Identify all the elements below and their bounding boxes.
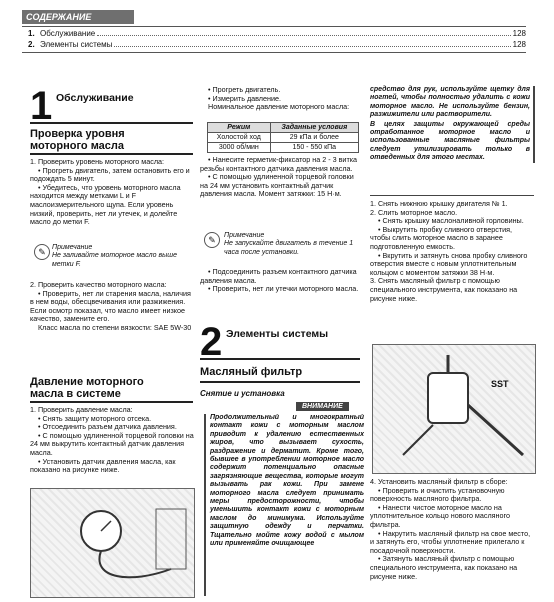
oil-level-text: 1. Проверить уровень моторного масла: • Прогреть двигатель, затем остановить его и подождать 5 минут. • Убедитесь, что уровень моторного масла находится между метками L и F маслоизмерительного щупа. Если уровень низкий, проверить, нет ли утечек, и долейте масло до метки F.: [30, 157, 190, 227]
pressure-text: 1. Проверить давление масла: • Снять защиту моторного отсека. • Отсоединить разъем датчика давления. • С помощью удлиненной торцевой головки на 24 мм выкрутить контактный датчик давления масла. • Установить датчик давления масла, как показано на рисунке ниже.: [30, 405, 194, 475]
section-title-pressure: Давление моторного масла в системе: [30, 376, 144, 400]
note-text: Не заливайте моторное масло выше метки F.: [52, 252, 177, 268]
warning-bottom-rule: [370, 195, 534, 196]
chapter-rule: [200, 358, 360, 360]
connector-text: • Подсоединить разъем контактного датчика давления масла. • Проверить, нет ли утечки моторного масла.: [200, 267, 359, 294]
chapter-title: Обслуживание: [56, 92, 134, 104]
section-rule: [200, 381, 360, 383]
chapter-rule: [30, 122, 193, 124]
note-title: Примечание: [224, 232, 265, 239]
pressure-spec-table: Режим Заданные условия Холостой ход 29 кПа и более 3000 об/мин 150 - 550 кПа: [207, 122, 359, 153]
warning-label: ВНИМАНИЕ: [296, 402, 349, 411]
toc-bottom-rule: [22, 52, 526, 53]
chapter-number: 2: [200, 320, 223, 364]
note-text: Не запускайте двигатель в течение 1 часа после установки.: [224, 240, 354, 256]
note-block: [224, 232, 360, 257]
sensor-install-text: • Нанесите герметик-фиксатор на 2 - 3 витка резьбы контактного датчика давления масла. • С помощью удлиненной торцевой головки на 24 мм установить контактный датчик давления масла. Момент затяжки: 15 Н·м.: [200, 155, 358, 199]
filter-install-text: 4. Установить масляный фильтр в сборе: • Проверить и очистить установочную поверхность масляного фильтра. • Нанести чистое моторное масло на уплотнительное кольцо нового масляного фильтра. • Накрутить масляный фильтр на свое место, и затянуть его, чтобы уплотнение прилегало к посадочной поверхности. • Затянуть масляный фильтр с помощью специального инструмента, как показано на рисунке ниже.: [370, 477, 531, 581]
toc-item-page: 128: [512, 29, 526, 38]
note-title: Примечание: [52, 244, 93, 251]
section-title-oil-level: Проверка уровня моторного масла: [30, 128, 125, 152]
toc-top-rule: [22, 26, 526, 27]
table-row: 3000 об/мин 150 - 550 кПа: [208, 143, 359, 153]
table-row: Холостой ход 29 кПа и более: [208, 133, 359, 143]
chapter-title: Элементы системы: [226, 328, 329, 340]
pressure-gauge-illustration: [31, 489, 194, 597]
note-icon: ✎: [34, 244, 50, 260]
pressure-continued-text: • Прогреть двигатель. • Измерить давление. Номинальное давление моторного масла:: [208, 85, 350, 112]
chapter-number: 1: [30, 84, 53, 128]
subsection-title: Снятие и установка: [200, 389, 285, 398]
filter-removal-figure: [372, 344, 536, 474]
oil-quality-text: 2. Проверить качество моторного масла: • Проверить, нет ли старения масла, наличия в нем воды, обесцвечивания или разжижения. Если осмотр показал, что масло имеет низкое качество, замените его. Класс масла по степени вязкости: SAE 5W-30: [30, 280, 192, 332]
note-icon: ✎: [204, 232, 220, 248]
section-rule: [30, 153, 193, 155]
section-title-filter: Масляный фильтр: [200, 366, 303, 378]
warning-text: Продолжительный и многократный контакт кожи с моторным маслом приводит к удалению естественных жиров, что вызывает сухость, раздражение и дерматит. Кроме того, бывшее в употреблении моторное масло содержит потенциально опасные загрязняющие вещества, которые могут вызывать рак кожи. При замене моторного масла следует принимать меры предосторожности, чтобы уменьшить контакт кожи с моторным маслом до минимума. Используйте защитную одежду и перчатки. Тщательно мойте кожу водой с мылом или применяйте очищающее: [204, 414, 364, 596]
oil-filter-wrench-illustration: [373, 345, 535, 473]
section-rule: [30, 401, 193, 403]
pressure-gauge-figure: [30, 488, 195, 598]
toc-title: СОДЕРЖАНИЕ: [22, 10, 134, 24]
toc-item[interactable]: 2. Элементы системы 128: [28, 40, 526, 49]
warning-continued: средство для рук, используйте щетку для ногтей, чтобы полностью удалить с кожи моторное масло. Не используйте бензин, разжижители или растворители. В целях защиты окружающей среды отработанное моторное масло и использованные масляные фильтры следует утилизировать только в отведенных для этого местах.: [370, 86, 535, 163]
toc-item-label: Обслуживание: [40, 29, 96, 38]
toc-item-page: 128: [512, 40, 526, 49]
toc-item-label: Элементы системы: [40, 40, 113, 49]
toc-item[interactable]: 1. Обслуживание 128: [28, 29, 526, 38]
figure-callout: SST: [491, 379, 509, 389]
note-block: [52, 244, 192, 269]
drain-text: 1. Снять нижнюю крышку двигателя № 1. 2. Слить моторное масло. • Снять крышку маслоналивной горловины. • Выкрутить пробку сливного отверстия, чтобы слить моторное масло в заранее подготовленную емкость. • Вкрутить и затянуть снова пробку сливного отверстия вместе с новым уплотнительным кольцом с моментом затяжки 38 Н·м. 3. Снять масляный фильтр с помощью специального инструмента, как показано на рисунке ниже.: [370, 199, 528, 303]
